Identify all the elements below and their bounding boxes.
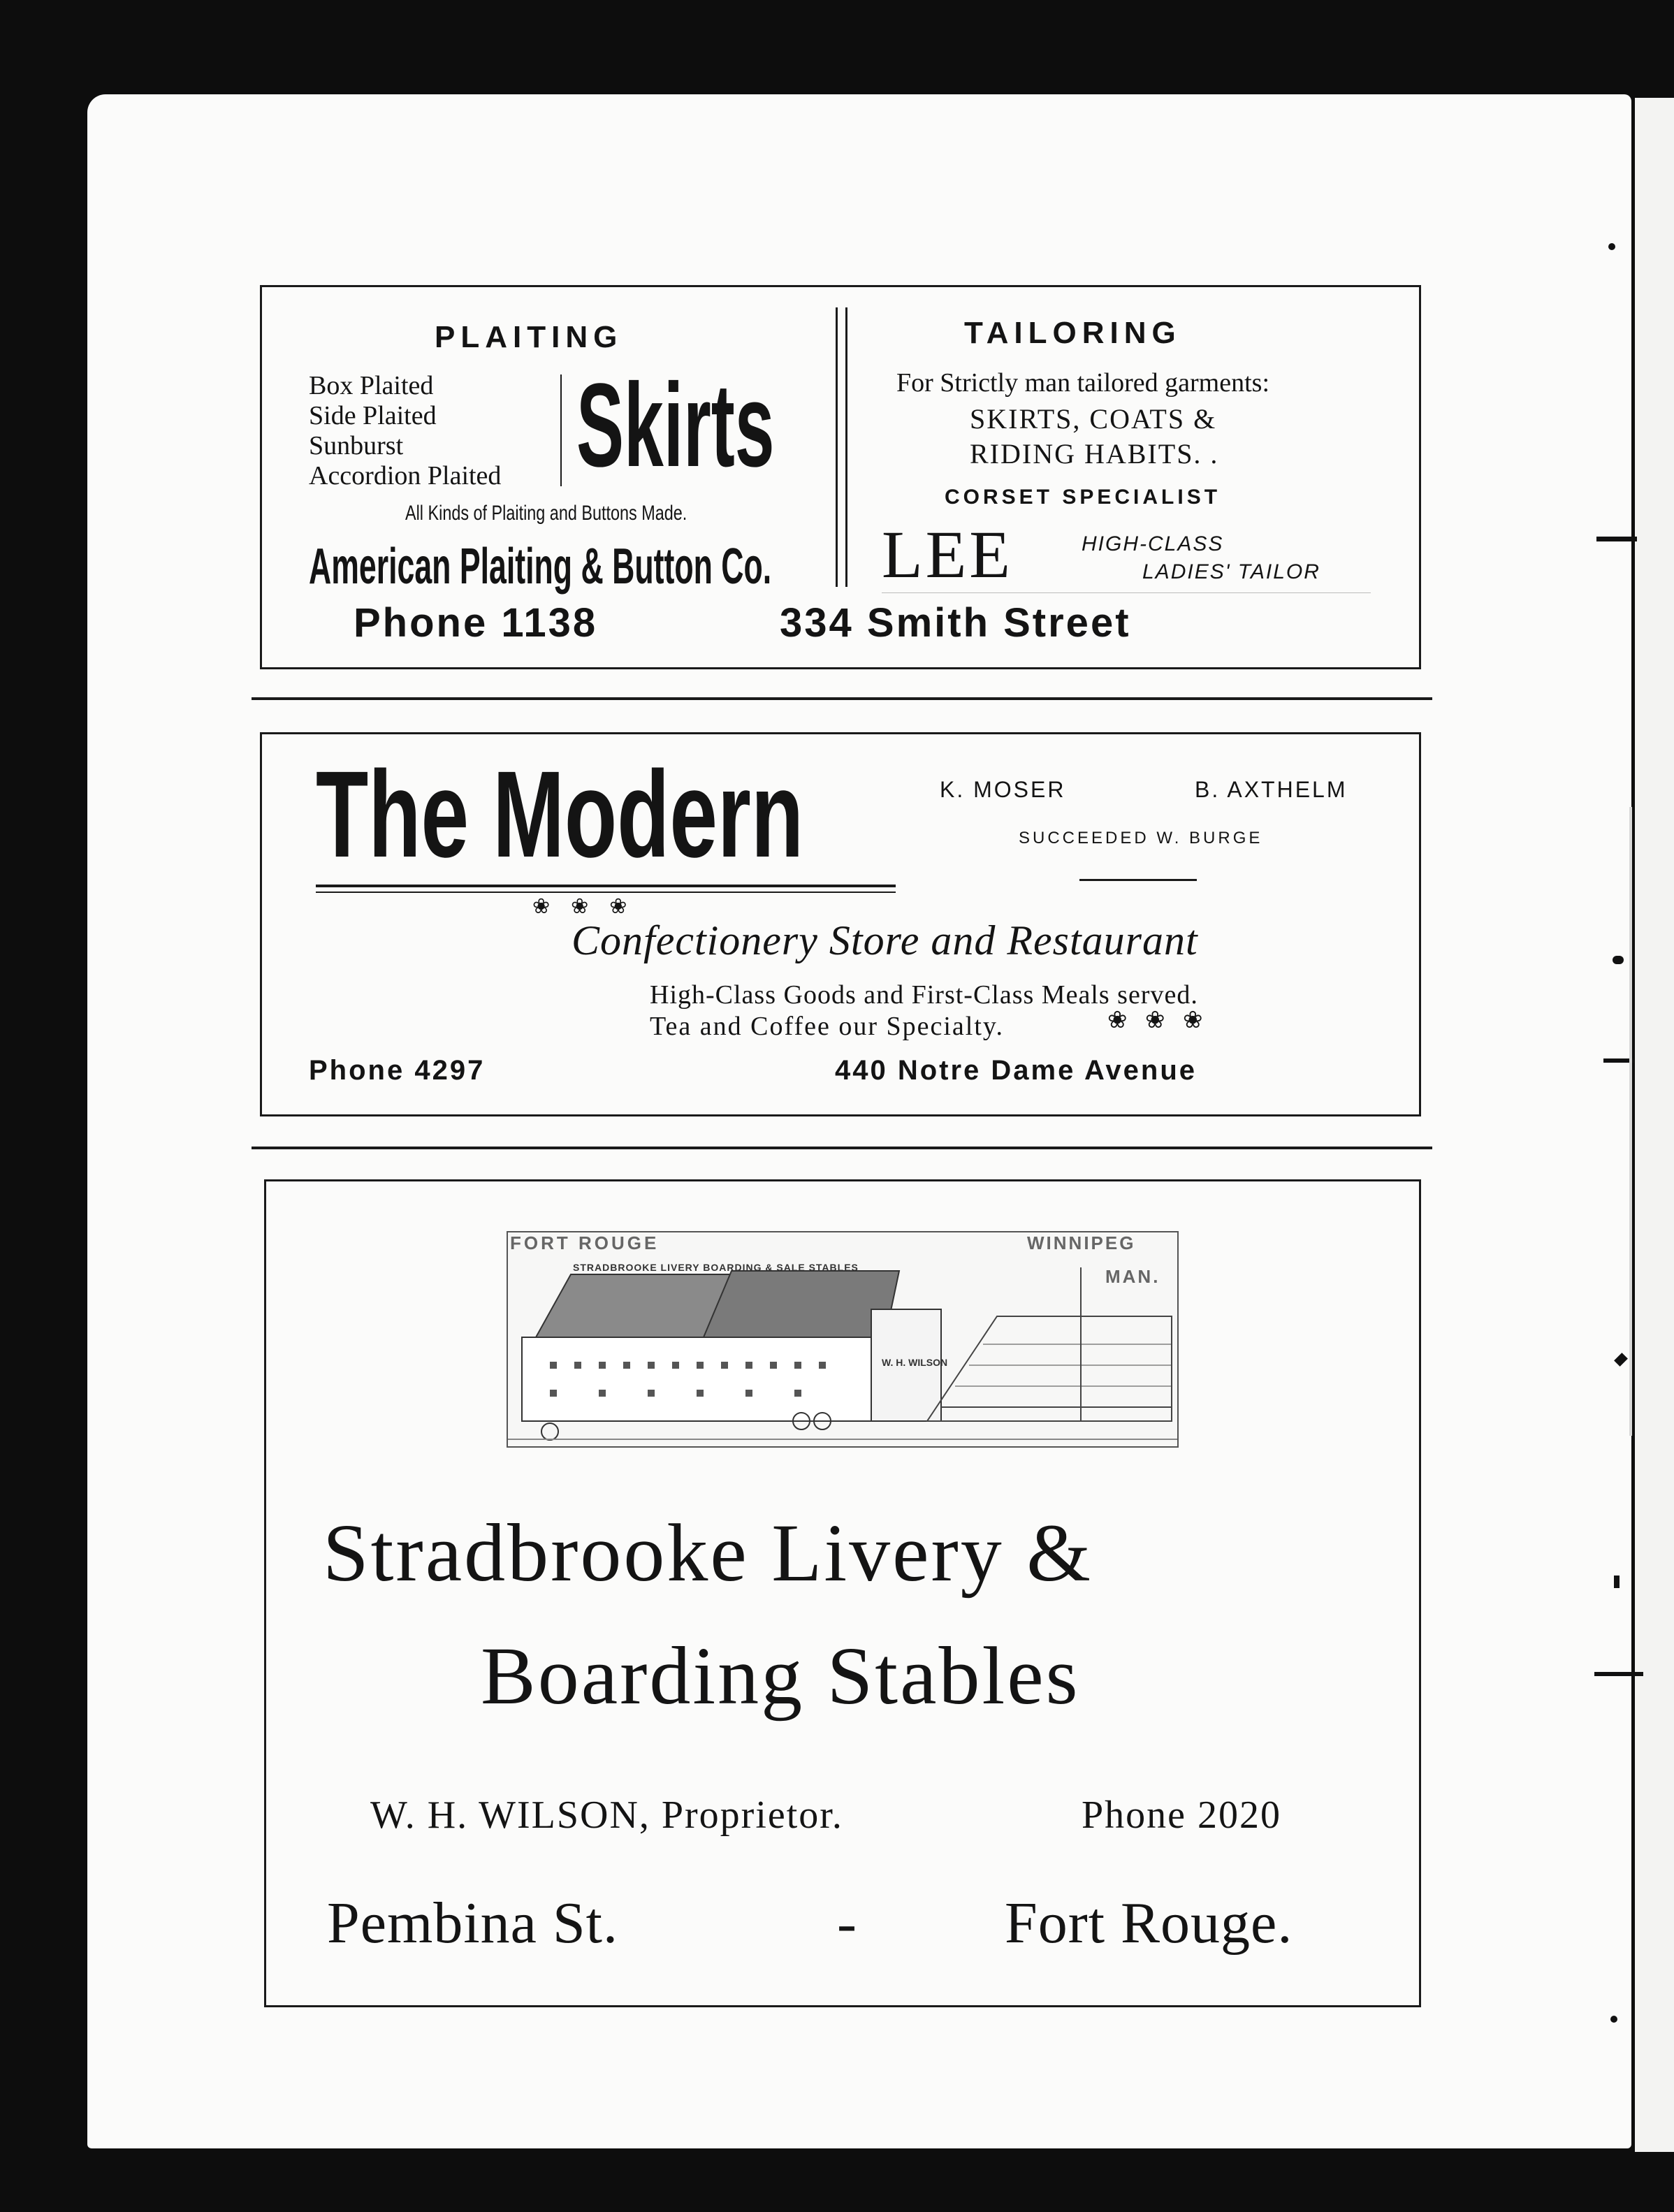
title-underline bbox=[316, 885, 896, 887]
margin-mark bbox=[1596, 537, 1637, 541]
skirts-word: Skirts bbox=[576, 359, 775, 492]
plaiting-heading: PLAITING bbox=[435, 320, 623, 354]
tailoring-heading: TAILORING bbox=[964, 316, 1181, 350]
stradbrooke-title-2: Boarding Stables bbox=[481, 1630, 1080, 1722]
owner-axthelm: B. AXTHELM bbox=[1195, 777, 1348, 802]
title-underline bbox=[316, 892, 896, 893]
short-rule bbox=[1079, 879, 1197, 881]
thin-rule bbox=[882, 592, 1371, 593]
plaiting-company: American Plaiting & Button Co. bbox=[309, 539, 772, 595]
stradbrooke-street: Pembina St. bbox=[327, 1891, 619, 1956]
ladies-tailor-label: LADIES' TAILOR bbox=[1142, 560, 1320, 583]
tailoring-line: SKIRTS, COATS & bbox=[970, 403, 1217, 435]
plaiting-list-item: Side Plaited bbox=[309, 401, 437, 430]
tailoring-line: RIDING HABITS. . bbox=[970, 438, 1219, 470]
modern-phone: Phone 4297 bbox=[309, 1055, 486, 1086]
stradbrooke-phone: Phone 2020 bbox=[1082, 1793, 1281, 1837]
plaiting-list-item: Accordion Plaited bbox=[309, 461, 502, 490]
lee-name: LEE bbox=[882, 517, 1013, 592]
margin-mark bbox=[1610, 2016, 1617, 2023]
tailoring-line: For Strictly man tailored garments: bbox=[896, 368, 1270, 398]
list-divider bbox=[560, 374, 562, 486]
modern-line: High-Class Goods and First-Class Meals served. bbox=[650, 980, 1198, 1010]
margin-mark bbox=[1594, 1672, 1643, 1676]
corset-specialist: CORSET SPECIALIST bbox=[945, 486, 1221, 509]
stradbrooke-proprietor: W. H. WILSON, Proprietor. bbox=[370, 1793, 843, 1837]
margin-mark bbox=[1608, 243, 1615, 250]
section-divider bbox=[252, 697, 1432, 700]
stradbrooke-title-1: Stradbrooke Livery & bbox=[323, 1507, 1093, 1599]
owner-moser: K. MOSER bbox=[940, 777, 1066, 802]
modern-address: 440 Notre Dame Avenue bbox=[835, 1055, 1197, 1086]
column-rule bbox=[845, 307, 847, 587]
margin-mark bbox=[1613, 956, 1624, 964]
margin-mark bbox=[1629, 807, 1632, 1436]
illus-label-fort-rouge: FORT ROUGE bbox=[510, 1232, 660, 1253]
plaiting-address: 334 Smith Street bbox=[780, 600, 1131, 646]
ornament: ❀ ❀ ❀ bbox=[532, 895, 627, 918]
column-rule bbox=[836, 307, 838, 587]
stradbrooke-dash: - bbox=[837, 1891, 857, 1956]
succeeded-note: SUCCEEDED W. BURGE bbox=[1019, 829, 1263, 847]
stradbrooke-place: Fort Rouge. bbox=[1005, 1891, 1293, 1956]
modern-title: The Modern bbox=[316, 746, 804, 883]
illus-banner: STRADBROOKE LIVERY BOARDING & SALE STABLES bbox=[573, 1262, 859, 1273]
next-page-edge bbox=[1635, 98, 1674, 2152]
modern-line: Tea and Coffee our Specialty. bbox=[650, 1012, 1004, 1041]
margin-mark bbox=[1614, 1576, 1620, 1588]
plaiting-note: All Kinds of Plaiting and Buttons Made. bbox=[405, 502, 687, 525]
high-class-label: HIGH-CLASS bbox=[1082, 532, 1224, 555]
plaiting-list-item: Sunburst bbox=[309, 431, 404, 460]
plaiting-list-item: Box Plaited bbox=[309, 371, 434, 400]
modern-subtitle: Confectionery Store and Restaurant bbox=[572, 917, 1198, 963]
section-divider bbox=[252, 1147, 1432, 1149]
illus-sign: W. H. WILSON bbox=[882, 1357, 948, 1368]
ornament: ❀ ❀ ❀ bbox=[1107, 1007, 1203, 1033]
illus-label-winnipeg: WINNIPEG bbox=[1027, 1232, 1136, 1253]
illus-label-man: MAN. bbox=[1105, 1266, 1160, 1287]
plaiting-phone: Phone 1138 bbox=[354, 600, 598, 646]
